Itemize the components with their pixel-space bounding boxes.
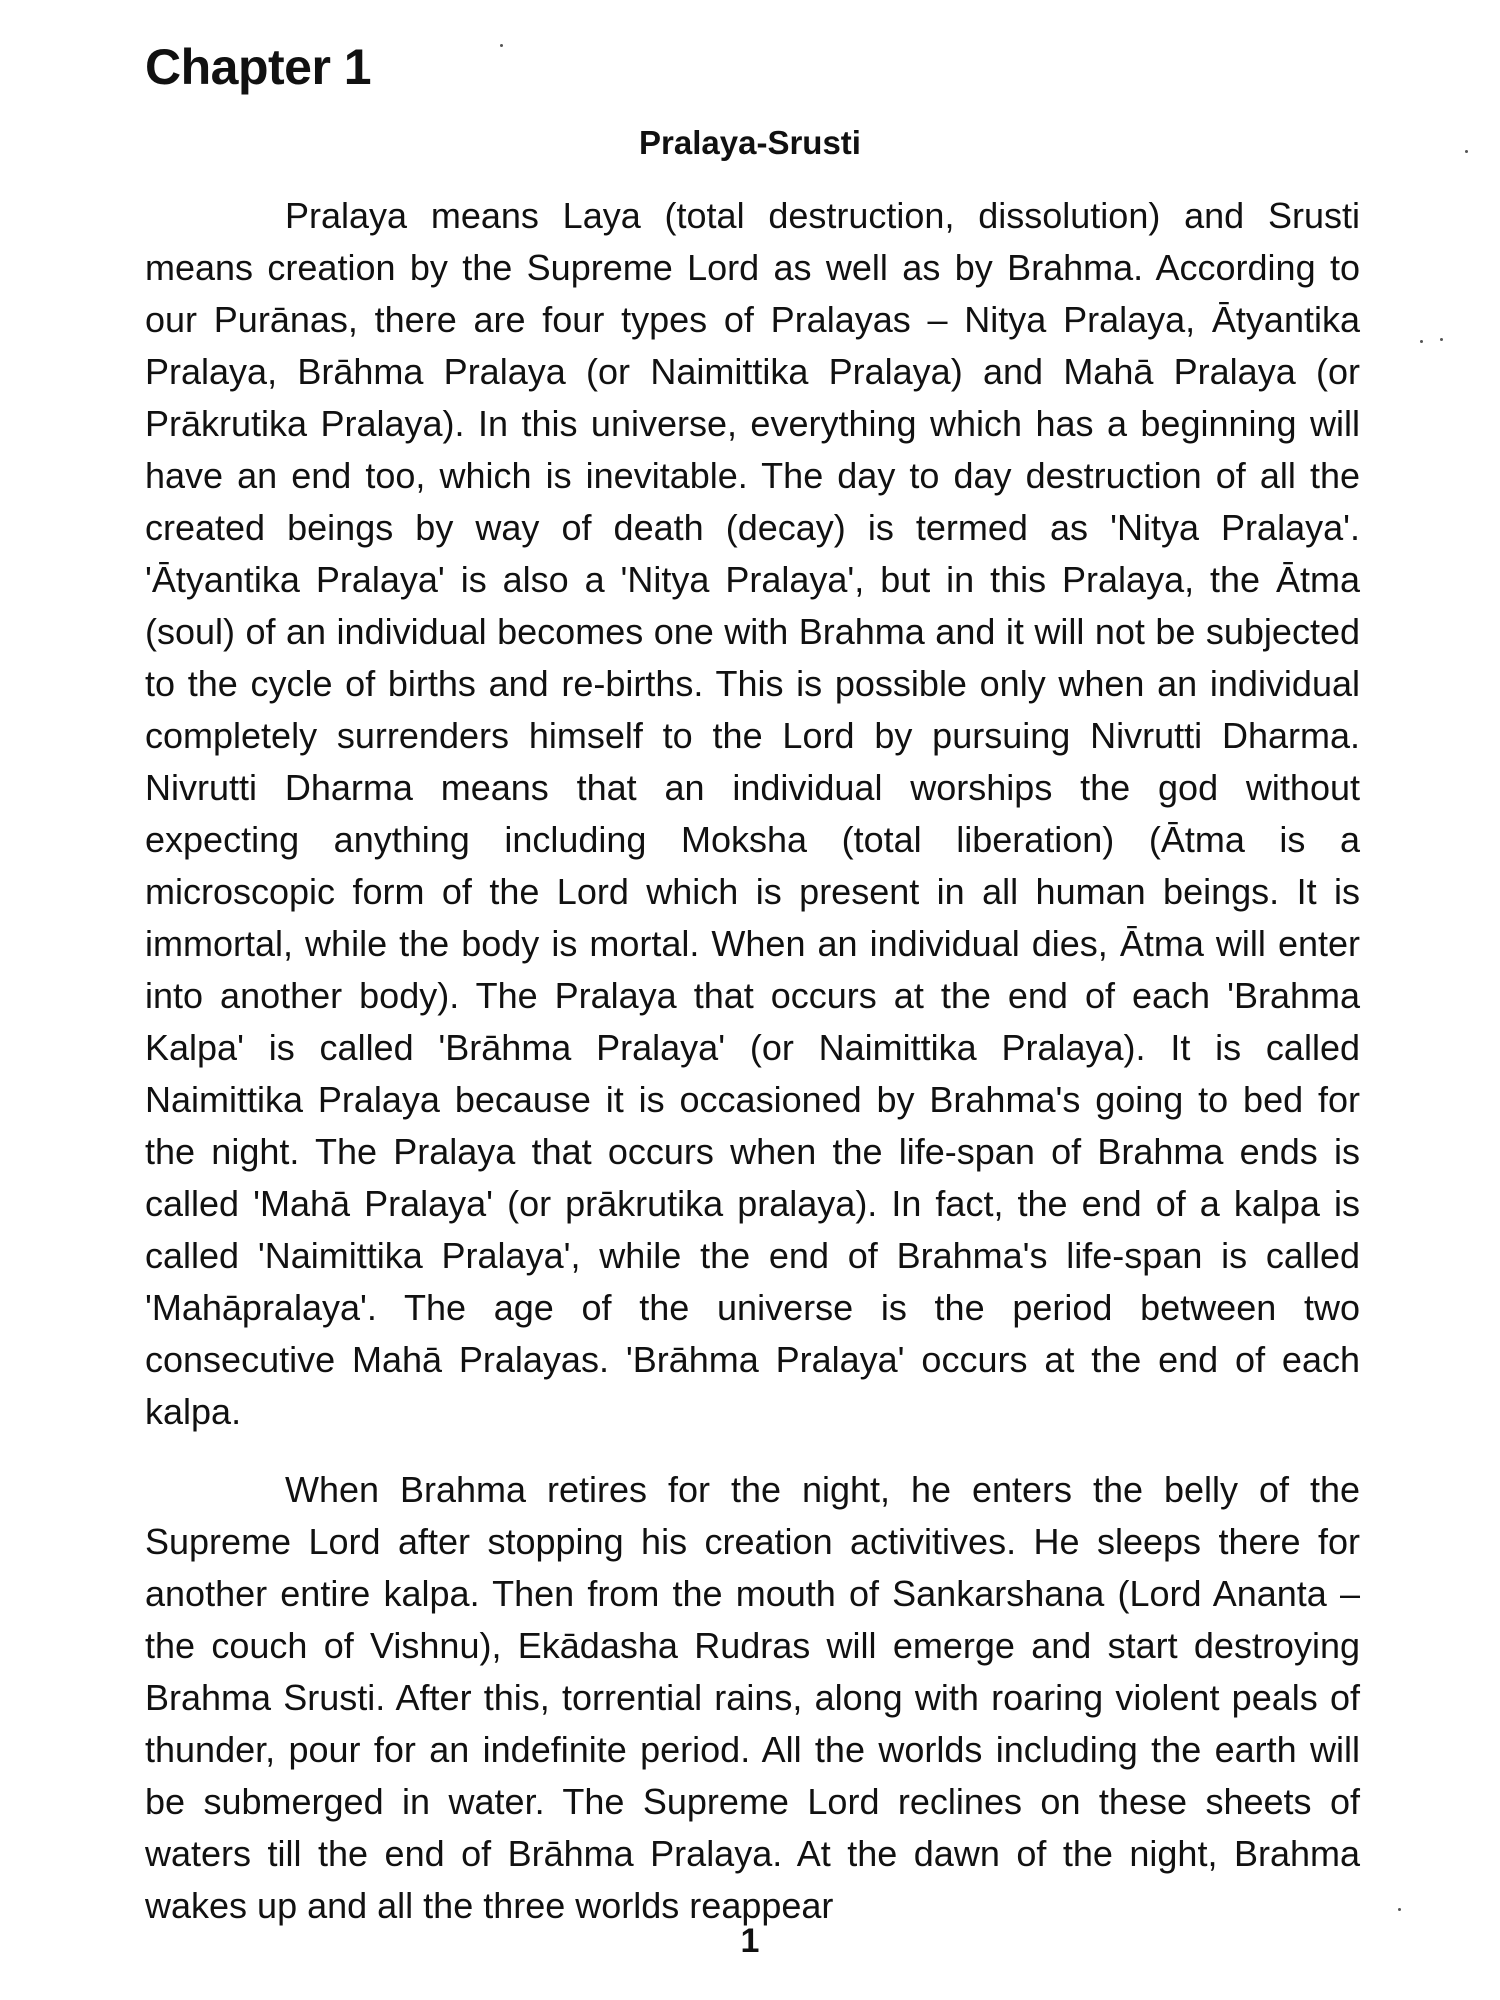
chapter-heading: Chapter 1 (145, 39, 372, 95)
paragraph-2: When Brahma retires for the night, he enters the belly of the Supreme Lord after stopping his creation activitives. He sleeps there for another entire kalpa. Then from the mouth of Sankarshana (Lord Ananta – the couch of Vishnu), Ekādasha Rudras will emerge and start destroying Brahma Srusti. After this, torrential rains, along with roaring violent peals of thunder, pour for an indefinite period. All the worlds including the earth will be submerged in water. The Supreme Lord reclines on these sheets of waters till the end of Brāhma Pralaya. At the dawn of the night, Brahma wakes up and all the three worlds reappear (145, 1469, 1360, 1926)
scan-speck (1440, 338, 1443, 341)
scan-speck (1420, 340, 1423, 343)
scan-speck (1465, 150, 1468, 153)
page-number: 1 (740, 1922, 760, 1960)
section-title: Pralaya-Srusti (639, 124, 861, 161)
body-text (145, 190, 1360, 1932)
paragraph-1: Pralaya means Laya (total destruction, dissolution) and Srusti means creation by the Supreme Lord as well as by Brahma. According to our Purānas, there are four types of Pralayas – Nitya Pralaya, Ātyantika Pralaya, Brāhma Pralaya (or Naimittika Pralaya) and Mahā Pralaya (or Prākrutika Pralaya). In this universe, everything which has a beginning will have an end too, which is inevitable. The day to day destruction of all the created beings by way of death (decay) is termed as 'Nitya Pralaya'. 'Ātyantika Pralaya' is also a 'Nitya Pralaya', but in this Pralaya, the Ātma (soul) of an individual becomes one with Brahma and it will not be subjected to the cycle of births and re-births. This is possible only when an individual completely surrenders himself to the Lord by pursuing Nivrutti Dharma. Nivrutti Dharma means that an individual worships the god without expecting anything including Moksha (total liberation) (Ātma is a microscopic form of the Lord which is present in all human beings. It is immortal, while the body is mortal. When an individual dies, Ātma will enter into another body). The Pralaya that occurs at the end of each 'Brahma Kalpa' is called 'Brāhma Pralaya' (or Naimittika Pralaya). It is called Naimittika Pralaya because it is occasioned by Brahma's going to bed for the night. The Pralaya that occurs when the life-span of Brahma ends is called 'Mahā Pralaya' (or prākrutika pralaya). In fact, the end of a kalpa is called 'Naimittika Pralaya', while the end of Brahma's life-span is called 'Mahāpralaya'. The age of the universe is the period between two consecutive Mahā Pralayas. 'Brāhma Pralaya' occurs at the end of each kalpa. (145, 195, 1360, 1432)
scan-speck (1398, 1908, 1401, 1911)
scan-speck (500, 44, 503, 47)
